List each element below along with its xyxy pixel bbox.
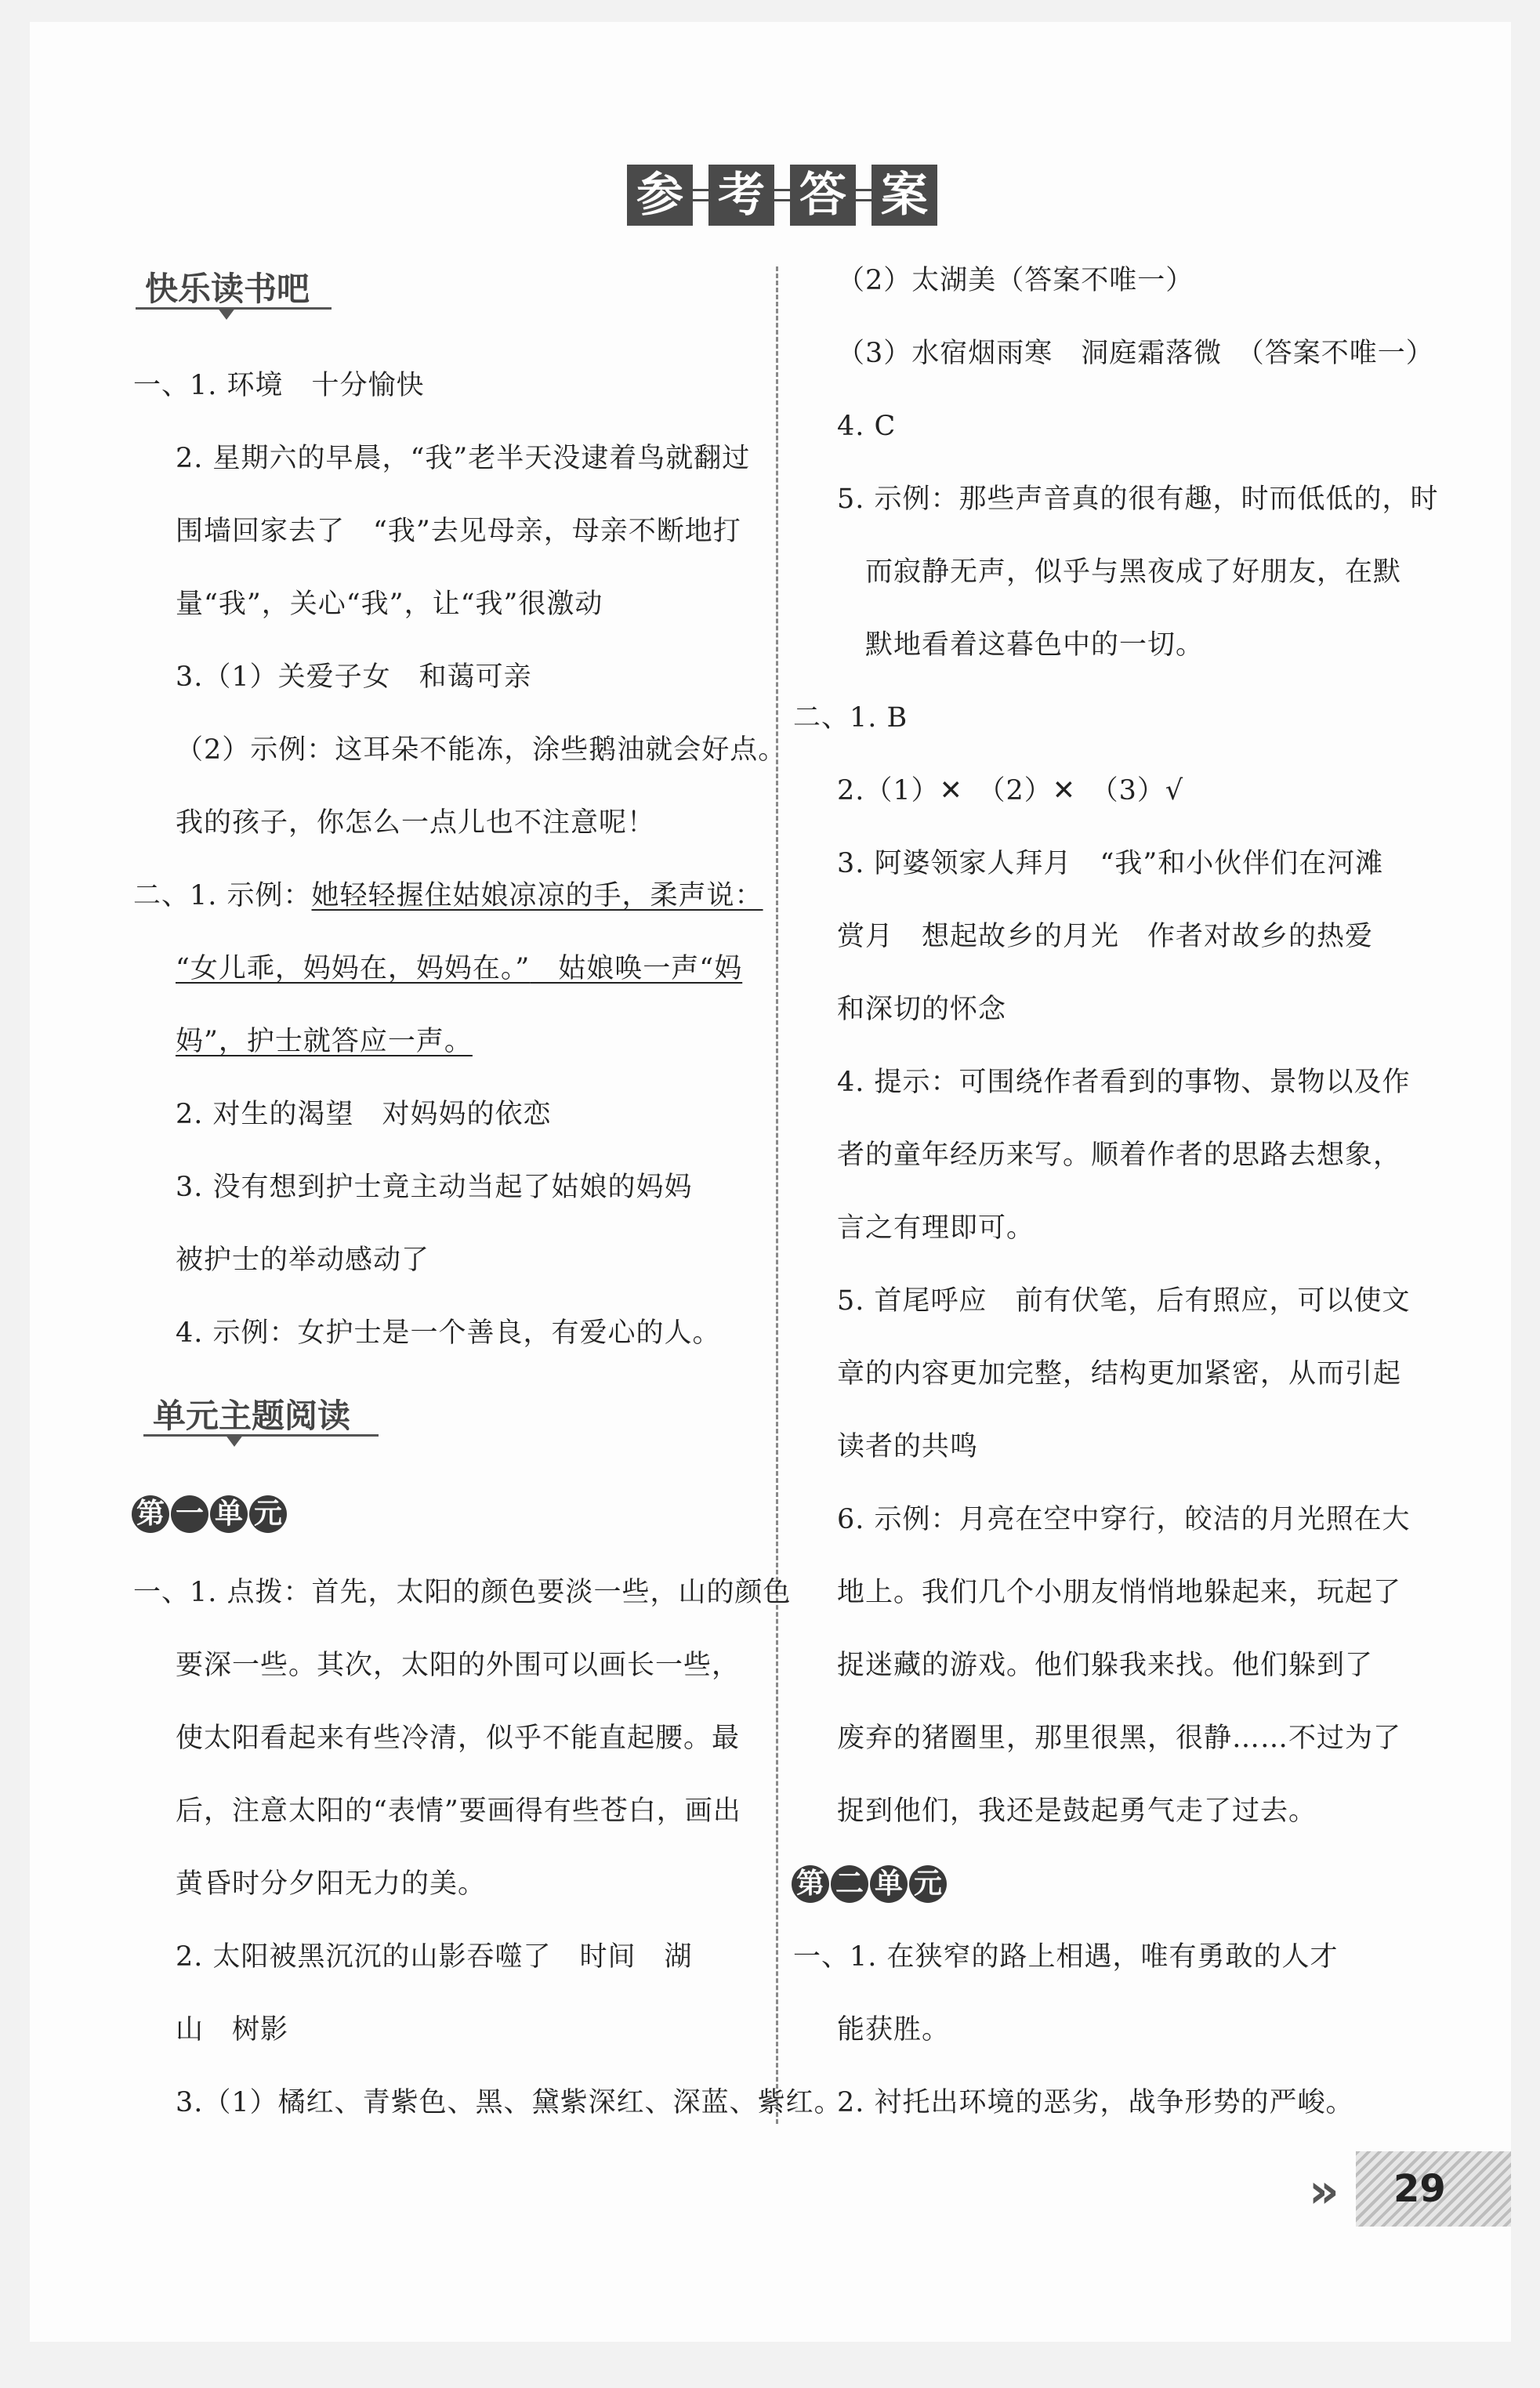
answer-line: 4. C bbox=[837, 411, 897, 442]
answer-line: 要深一些。其次，太阳的外围可以画长一些， bbox=[176, 1650, 741, 1681]
page-number-badge bbox=[1309, 2151, 1511, 2227]
answer-line: 章的内容更加完整，结构更加紧密，从而引起 bbox=[837, 1358, 1402, 1390]
underlined-answer: 姑娘唤一声“妈 bbox=[530, 953, 743, 984]
answer-line: 山 树影 bbox=[176, 2014, 289, 2046]
column-divider bbox=[776, 266, 778, 2124]
section-heading-text: 单元主题阅读 bbox=[153, 1397, 351, 1435]
heading-notch bbox=[225, 1434, 244, 1447]
unit-heading-1 bbox=[132, 1495, 288, 1533]
answer-line: 和深切的怀念 bbox=[837, 994, 1007, 1025]
answer-line: 捉迷藏的游戏。他们躲我来找。他们躲到了 bbox=[837, 1650, 1374, 1681]
title-separator bbox=[774, 189, 790, 201]
answer-line: 言之有理即可。 bbox=[837, 1212, 1035, 1244]
answer-line bbox=[176, 1024, 473, 1059]
section-heading-text: 快乐读书吧 bbox=[145, 270, 310, 308]
answer-line: 读者的共鸣 bbox=[837, 1431, 979, 1462]
answer-line: 而寂静无声，似乎与黑夜成了好朋友，在默 bbox=[865, 556, 1402, 588]
page-title bbox=[627, 165, 937, 226]
title-separator bbox=[693, 189, 708, 201]
answer-line: 2.（1）✕ （2）✕ （3）√ bbox=[837, 775, 1184, 806]
answer-line: 4. 示例：女护士是一个善良，有爱心的人。 bbox=[176, 1317, 721, 1349]
answer-line: 一、1. 点拨：首先，太阳的颜色要淡一些，山的颜色 bbox=[133, 1577, 792, 1608]
answer-line: 5. 示例：那些声音真的很有趣，时而低低的，时 bbox=[837, 484, 1439, 515]
answer-line: 3.（1）橘红、青紫色、黑、黛紫深红、深蓝、紫红。 bbox=[176, 2087, 842, 2118]
answer-line: 2. 衬托出环境的恶劣，战争形势的严峻。 bbox=[837, 2087, 1354, 2118]
unit-char: 第 bbox=[132, 1495, 169, 1533]
answer-line: 2. 星期六的早晨，“我”老半天没逮着鸟就翻过 bbox=[176, 443, 751, 474]
answer-line: 2. 对生的渴望 对妈妈的依恋 bbox=[176, 1099, 552, 1130]
answer-line: 默地看着这暮色中的一切。 bbox=[865, 629, 1205, 661]
title-char: 答 bbox=[790, 165, 856, 226]
answer-line: 一、1. 在狭窄的路上相遇，唯有勇敢的人才 bbox=[793, 1941, 1339, 1973]
title-char: 参 bbox=[627, 165, 693, 226]
answer-line: 我的孩子，你怎么一点儿也不注意呢！ bbox=[176, 807, 656, 839]
answer-line: （2）太湖美（答案不唯一） bbox=[837, 265, 1194, 296]
unit-char: 单 bbox=[870, 1865, 908, 1903]
title-char: 案 bbox=[871, 165, 937, 226]
page-number: 29 bbox=[1393, 2167, 1446, 2211]
answer-line: 捉到他们，我还是鼓起勇气走了过去。 bbox=[837, 1796, 1317, 1827]
answer-line: 使太阳看起来有些冷清，似乎不能直起腰。最 bbox=[176, 1723, 741, 1754]
heading-notch bbox=[217, 307, 236, 320]
answer-line: 黄昏时分夕阳无力的美。 bbox=[176, 1868, 487, 1900]
answer-line: 2. 太阳被黑沉沉的山影吞噬了 时间 湖 bbox=[176, 1941, 693, 1973]
title-char: 考 bbox=[708, 165, 774, 226]
answer-prefix: 二、1. 示例： bbox=[133, 880, 312, 911]
unit-heading-2 bbox=[792, 1865, 948, 1903]
unit-char: 元 bbox=[909, 1865, 947, 1903]
double-chevron-right-icon: » bbox=[1309, 2164, 1339, 2219]
answer-line: 量“我”，关心“我”，让“我”很激动 bbox=[176, 589, 603, 620]
answer-line: 3.（1）关爱子女 和蔼可亲 bbox=[176, 661, 532, 693]
unit-char: 元 bbox=[249, 1495, 287, 1533]
answer-line: 4. 提示：可围绕作者看到的事物、景物以及作 bbox=[837, 1067, 1411, 1098]
answer-line: 被护士的举动感动了 bbox=[176, 1245, 430, 1276]
title-separator bbox=[856, 189, 871, 201]
unit-char: 一 bbox=[171, 1495, 208, 1533]
answer-line bbox=[133, 879, 763, 913]
answer-line: 3. 阿婆领家人拜月 “我”和小伙伴们在河滩 bbox=[837, 848, 1384, 879]
answer-line: 围墙回家去了 “我”去见母亲，母亲不断地打 bbox=[176, 516, 741, 547]
underlined-answer: 她轻轻握住姑娘凉凉的手，柔声说： bbox=[311, 880, 763, 911]
answer-line: 地上。我们几个小朋友悄悄地躲起来，玩起了 bbox=[837, 1577, 1402, 1608]
answer-line: 5. 首尾呼应 前有伏笔，后有照应，可以使文 bbox=[837, 1285, 1411, 1317]
answer-line: 能获胜。 bbox=[837, 2014, 951, 2046]
answer-line: 6. 示例：月亮在空中穿行，皎洁的月光照在大 bbox=[837, 1504, 1411, 1535]
answer-line: （2）示例：这耳朵不能冻，涂些鹅油就会好点。 bbox=[176, 734, 787, 766]
answer-line: 废弃的猪圈里，那里很黑，很静……不过为了 bbox=[837, 1723, 1402, 1754]
section-heading-unit-reading bbox=[153, 1390, 350, 1437]
answer-line: 后，注意太阳的“表情”要画得有些苍白，画出 bbox=[176, 1796, 741, 1827]
underlined-answer: 妈”，护士就答应一声。 bbox=[176, 1026, 473, 1057]
heading-underline bbox=[143, 1434, 379, 1437]
unit-char: 单 bbox=[210, 1495, 248, 1533]
answer-line: 3. 没有想到护士竟主动当起了姑娘的妈妈 bbox=[176, 1172, 693, 1203]
unit-char: 二 bbox=[831, 1865, 868, 1903]
answer-line: 赏月 想起故乡的月光 作者对故乡的热爱 bbox=[837, 921, 1374, 952]
answer-line: 者的童年经历来写。顺着作者的思路去想象， bbox=[837, 1140, 1402, 1171]
answer-line bbox=[176, 951, 742, 986]
section-heading-reading bbox=[145, 263, 310, 310]
unit-char: 第 bbox=[792, 1865, 829, 1903]
answer-line: （3）水宿烟雨寒 洞庭霜落微 （答案不唯一） bbox=[837, 338, 1434, 369]
answer-line: 一、1. 环境 十分愉快 bbox=[133, 370, 425, 401]
answer-line: 二、1. B bbox=[793, 702, 908, 734]
underlined-answer: “女儿乖，妈妈在，妈妈在。” bbox=[176, 953, 531, 984]
